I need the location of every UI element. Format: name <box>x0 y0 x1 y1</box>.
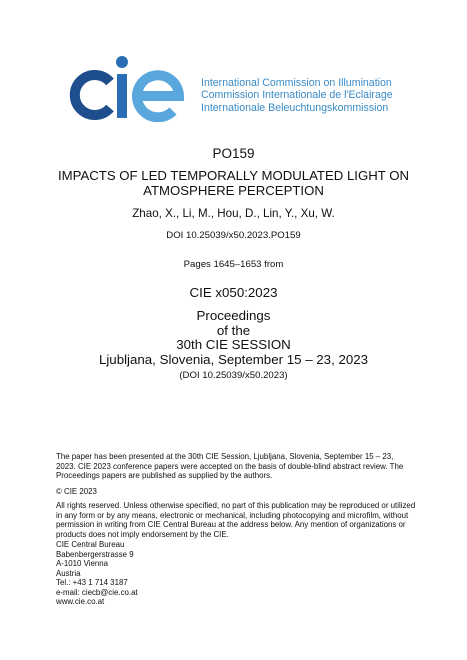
paper-doi: DOI 10.25039/x50.2023.PO159 <box>166 230 301 241</box>
presented-note <box>56 452 416 481</box>
presented-line-1: The paper has been presented at the 30th CIE Session, Ljubljana, Slovenia, September 15 – 23, <box>56 452 394 461</box>
rights-notice <box>56 501 416 539</box>
paper-pages: Pages 1645–1653 from <box>183 259 284 270</box>
proceedings-line-4: Ljubljana, Slovenia, September 15 – 23, 2023 <box>98 351 369 367</box>
rights-line-3: permission in writing from CIE Central Bureau at the address below. Any mention of organizations or <box>56 520 406 529</box>
paper-code: PO159 <box>212 146 255 161</box>
address-line-3: A-1010 Vienna <box>56 559 109 568</box>
proceedings-line-3: 30th CIE SESSION <box>176 337 291 353</box>
org-name-de: Internationale Beleuchtungskommission <box>201 101 389 114</box>
copyright-notice: © CIE 2023 <box>56 487 97 496</box>
central-bureau-address <box>56 540 416 607</box>
address-line-4: Austria <box>56 568 81 578</box>
address-email: e-mail: ciecb@cie.co.at <box>56 587 138 597</box>
paper-title <box>0 168 467 198</box>
paper-authors: Zhao, X., Li, M., Hou, D., Lin, Y., Xu, W. <box>132 207 335 220</box>
proceedings-line-2: of the <box>216 322 251 338</box>
paper-title-line-1: IMPACTS OF LED TEMPORALLY MODULATED LIGHT ON <box>58 168 409 183</box>
logo-letter-e <box>137 75 179 117</box>
address-line-5: Tel.: +43 1 714 3187 <box>56 578 128 587</box>
rights-line-1: All rights reserved. Unless otherwise specified, no part of this publication may be reproduced or utilized <box>56 501 416 510</box>
proceedings-line-1: Proceedings <box>196 308 271 323</box>
proceedings-doi: (DOI 10.25039/x50.2023) <box>179 370 288 381</box>
rights-line-4: products does not imply endorsement by the CIE. <box>56 529 229 539</box>
cie-logo <box>66 52 194 122</box>
proceedings-report: CIE x050:2023 <box>189 285 278 300</box>
proceedings-block <box>0 309 467 367</box>
logo-letter-i-stem <box>117 74 127 118</box>
presented-line-3: Proceedings papers are published as supplied by the authors. <box>56 471 273 480</box>
address-website: www.cie.co.at <box>56 597 105 606</box>
logo-letter-i-dot <box>116 56 128 68</box>
address-line-1: CIE Central Bureau <box>56 540 125 549</box>
address-line-2: Babenbergerstrasse 9 <box>56 549 134 559</box>
logo-letter-c <box>75 75 110 115</box>
rights-line-2: in any form or by any means, electronic or mechanical, including photocopying and microfilm, without <box>56 510 409 520</box>
presented-line-2: 2023. CIE 2023 conference papers were accepted on the basis of double-blind abstract review. The <box>56 461 404 471</box>
org-name-en: International Commission on Illumination <box>201 77 392 89</box>
paper-title-line-2: ATMOSPHERE PERCEPTION <box>143 183 324 198</box>
org-name-fr: Commission Internationale de l'Eclairage <box>201 89 393 102</box>
organization-names <box>201 77 393 114</box>
